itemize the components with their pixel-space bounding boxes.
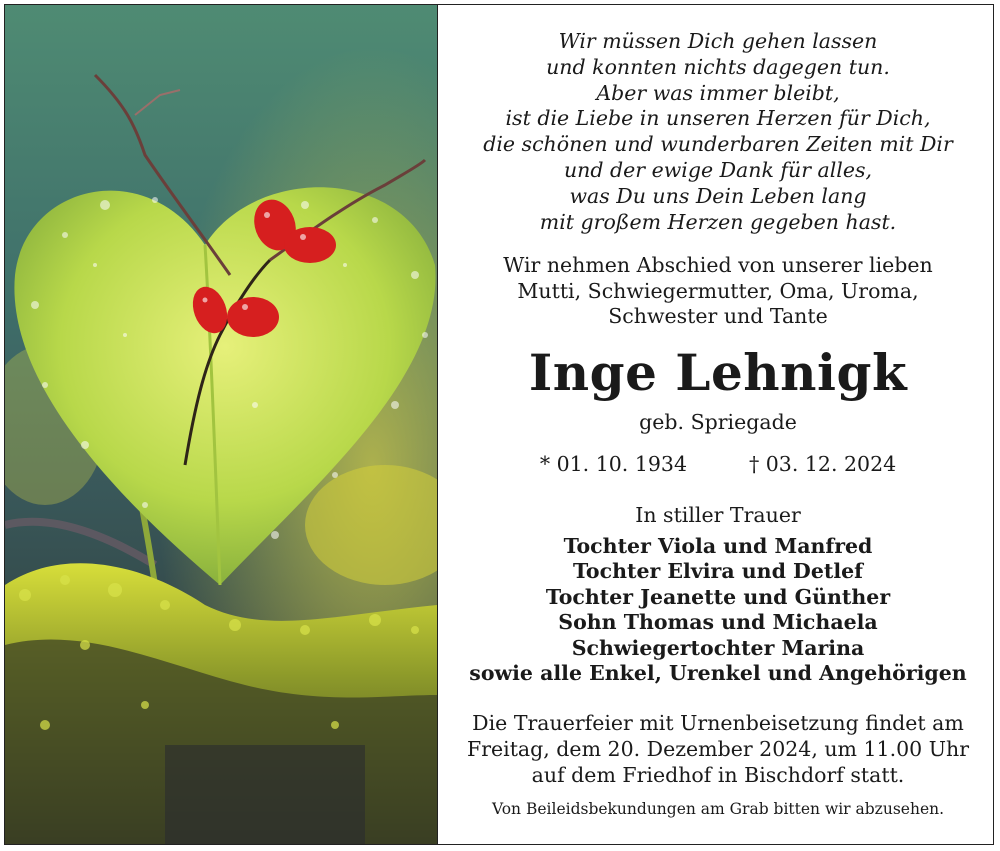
funeral-service-info: [442, 711, 994, 788]
farewell-intro: [442, 253, 994, 330]
service-line: Freitag, dem 20. Dezember 2024, um 11.00 Uhr: [466, 736, 969, 761]
service-line: auf dem Friedhof in Bischdorf statt.: [531, 762, 905, 787]
intro-line: Schwester und Tante: [608, 304, 828, 329]
heart-leaf-photo: [5, 5, 438, 845]
obituary-text: [442, 5, 994, 845]
obituary-card: [4, 4, 994, 845]
heart-leaf-illustration: [5, 5, 437, 845]
birth-name: geb. Spriegade: [639, 410, 797, 434]
deceased-name: Inge Lehnigk: [528, 343, 908, 402]
mourner: Tochter Jeanette und Günther: [545, 584, 891, 609]
life-dates: [442, 451, 994, 477]
service-line: Die Trauerfeier mit Urnenbeisetzung findet am: [472, 711, 964, 735]
mourning-heading: In stiller Trauer: [635, 503, 801, 527]
poem-line: mit großem Herzen gegeben hast.: [539, 209, 897, 234]
intro-line: Mutti, Schwiegermutter, Oma, Uroma,: [517, 278, 919, 303]
mourner: Tochter Viola und Manfred: [563, 534, 873, 558]
mourner: sowie alle Enkel, Urenkel und Angehörigen: [469, 661, 967, 686]
poem-line: und konnten nichts dagegen tun.: [546, 54, 890, 79]
intro-line: Wir nehmen Abschied von unserer lieben: [503, 253, 933, 277]
poem-line: die schönen und wunderbaren Zeiten mit Dir: [483, 132, 953, 157]
mourner: Sohn Thomas und Michaela: [558, 610, 878, 635]
mourners-list: [442, 534, 994, 686]
poem-line: Wir müssen Dich gehen lassen: [558, 29, 878, 53]
birth-date: * 01. 10. 1934: [539, 452, 687, 476]
condolence-note: Von Beileidsbekundungen am Grab bitten wir abzusehen.: [491, 800, 945, 818]
poem-line: ist die Liebe in unseren Herzen für Dich,: [505, 106, 931, 131]
poem-line: und der ewige Dank für alles,: [563, 157, 873, 182]
death-date: † 03. 12. 2024: [749, 452, 897, 476]
poem-line: Aber was immer bleibt,: [596, 80, 840, 105]
mourner: Schwiegertochter Marina: [571, 635, 865, 660]
poem: [442, 29, 994, 235]
mourner: Tochter Elvira und Detlef: [573, 559, 863, 584]
poem-line: was Du uns Dein Leben lang: [569, 183, 867, 208]
